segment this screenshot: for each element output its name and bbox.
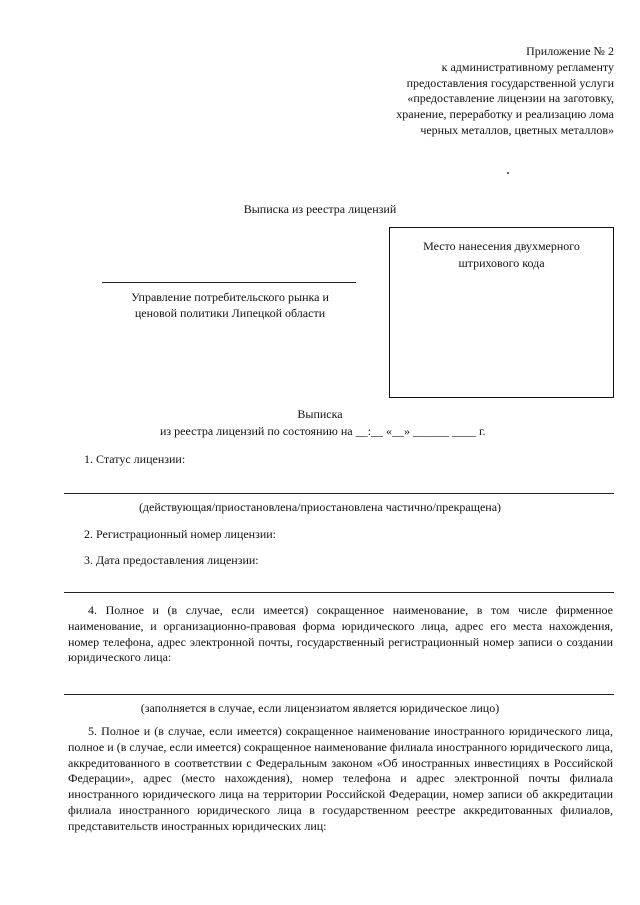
appendix-header xyxy=(314,44,614,139)
field-registration-number: 2. Регистрационный номер лицензии: xyxy=(84,527,277,541)
field-license-status: 1. Статус лицензии: xyxy=(84,452,186,466)
field-legal-entity: 4. Полное и (в случае, если имеется) сокращенное наименование, в том числе фирменное наименование, и организационно-правовая форма юридического лица, адрес его места нахождения, номер телефона, адрес электронной почты, государственный регистрационный номер записи о создании юридического лица: xyxy=(68,603,613,665)
field-foreign-entity: 5. Полное и (в случае, если имеется) сокращенное наименование иностранного юридического лица, полное и (в случае, если имеется) сокращенное наименование филиала иностранного юридического лица, аккредитованного в соответствии с Федеральным законом «Об иностранных инвестициях в Российской Федерации», адрес (место нахождения), номер телефона и адрес электронной почты филиала иностранного юридического лица на территории Российской Федерации, номер записи об аккредитации филиала иностранного юридического лица в государственном реестре аккредитованных филиалов, представительств иностранных юридических лиц: xyxy=(68,724,613,833)
fill-line xyxy=(64,592,614,593)
status-note: (действующая/приостановлена/приостановлена частично/прекращена) xyxy=(138,500,502,514)
fill-line xyxy=(64,694,614,695)
barcode-box-line: Место нанесения двухмерного xyxy=(423,239,580,253)
barcode-box-line: штрихового кода xyxy=(458,256,545,270)
appendix-line: предоставления государственной услуги xyxy=(406,75,614,90)
field-issue-date: 3. Дата предоставления лицензии: xyxy=(84,553,259,567)
document-title: Выписка из реестра лицензий xyxy=(243,202,397,216)
legal-entity-note: (заполняется в случае, если лицензиатом является юридическое лицо) xyxy=(140,701,500,715)
appendix-line: Приложение № 2 xyxy=(526,44,614,58)
appendix-line: к административному регламенту xyxy=(441,59,614,74)
extract-date-line: из реестра лицензий по состоянию на __:__ «__» ______ ____ г. xyxy=(160,424,486,438)
scan-speck xyxy=(507,172,509,174)
appendix-line: черных металлов, цветных металлов» xyxy=(420,122,614,137)
appendix-line: «предоставление лицензии на заготовку, xyxy=(407,91,614,106)
extract-heading: Выписка xyxy=(297,407,343,421)
authority-underline xyxy=(102,282,356,283)
barcode-placeholder-box xyxy=(389,227,614,398)
authority-line: Управление потребительского рынка и xyxy=(131,290,329,304)
authority-line: ценовой политики Липецкой области xyxy=(134,306,326,320)
appendix-line: хранение, переработку и реализацию лома xyxy=(396,107,614,122)
issuing-authority xyxy=(104,289,356,321)
fill-line xyxy=(64,493,614,494)
